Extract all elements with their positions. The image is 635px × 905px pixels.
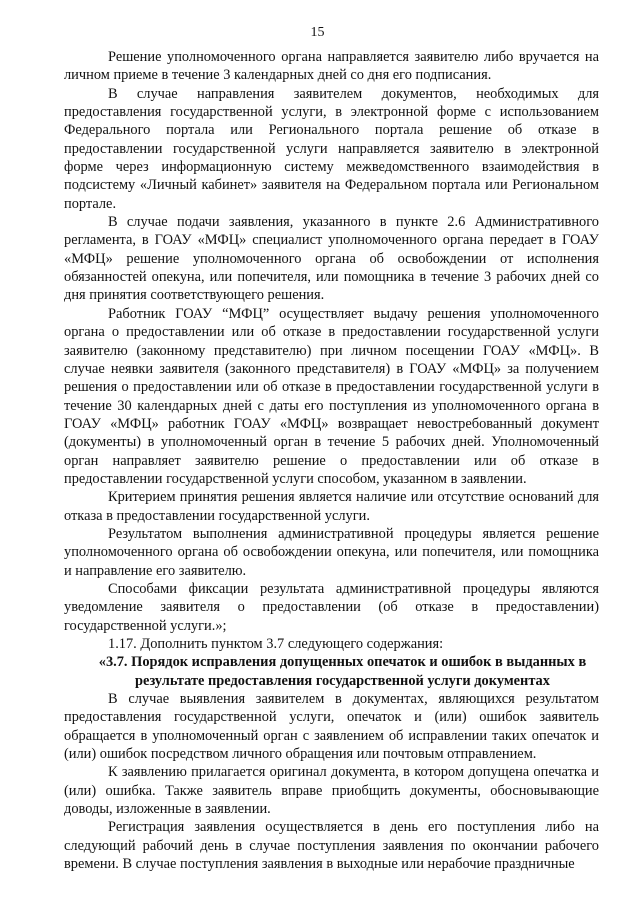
document-body [64,48,599,873]
paragraph: В случае подачи заявления, указанного в пункте 2.6 Административного регламента, в ГОАУ «МФЦ» специалист уполномоченного органа передает в ГОАУ «МФЦ» решение уполномоченного органа об освобождении от исполнения обязанностей опекуна, или попечителя, или помощника в течение 3 рабочих дней со дня принятия соответствующего решения. [64,214,599,304]
paragraph: Способами фиксации результата административной процедуры являются уведомление заявителя о предоставлении (об отказе в предоставлении) государственной услуги.»; [64,580,599,634]
paragraph: В случае направления заявителем документов, необходимых для предоставления государственной услуги, в электронной форме с использованием Федерального портала или Регионального портала решение об отказе в предоставлении государственной услуги направляется заявителю в электронной форме через информационную систему межведомственного взаимодействия в подсистему «Личный кабинет» заявителя на Федеральном портала или Региональном портале. [64,85,599,212]
paragraph: Критерием принятия решения является наличие или отсутствие оснований для отказа в предоставлении государственной услуги. [64,489,599,524]
paragraph: Решение уполномоченного органа направляется заявителю либо вручается на личном приеме в течение 3 календарных дней со дня его подписания. [64,49,599,84]
section-heading: «3.7. Порядок исправления допущенных опечаток и ошибок в выданных в результате предоставления государственной услуги документах [98,654,587,689]
paragraph: Результатом выполнения административной процедуры является решение уполномоченного органа об освобождении опекуна, или попечителя, или помощника и направление его заявителю. [64,525,599,579]
paragraph: Регистрация заявления осуществляется в день его поступления либо на следующий рабочий день в случае поступления заявления по окончании рабочего времени. В случае поступления заявления в выходные или нерабочие праздничные [64,819,599,873]
paragraph: Работник ГОАУ “МФЦ” осуществляет выдачу решения уполномоченного органа о предоставлении или об отказе в предоставлении государственной услуги заявителю (законному представителю) при личном посещении ГОАУ «МФЦ». В случае неявки заявителя (законного представителя) в ГОАУ «МФЦ» за получением решения о предоставлении или об отказе в предоставлении государственной услуги в течение 30 календарных дней с даты его поступления из уполномоченного органа в ГОАУ «МФЦ» работник ГОАУ «МФЦ» возвращает невостребованный документ (документы) в уполномоченный орган в течение 5 рабочих дней. Уполномоченный орган направляет заявителю решение о предоставлении или об отказе в предоставлении государственной услуги способом, указанном в заявлении. [64,305,599,487]
page-number: 15 [310,25,325,40]
paragraph: К заявлению прилагается оригинал документа, в котором допущена опечатка и (или) ошибка. Также заявитель вправе приобщить документы, обосновывающие доводы, изложенные в заявлении. [64,764,599,818]
paragraph: В случае выявления заявителем в документах, являющихся результатом предоставления государственной услуги, опечаток и (или) ошибок заявитель обращается в уполномоченный орган с заявлением об исправлении таких опечаток и (или) ошибок посредством личного обращения или почтовым отправлением. [64,691,599,763]
paragraph: 1.17. Дополнить пунктом 3.7 следующего содержания: [108,636,444,652]
